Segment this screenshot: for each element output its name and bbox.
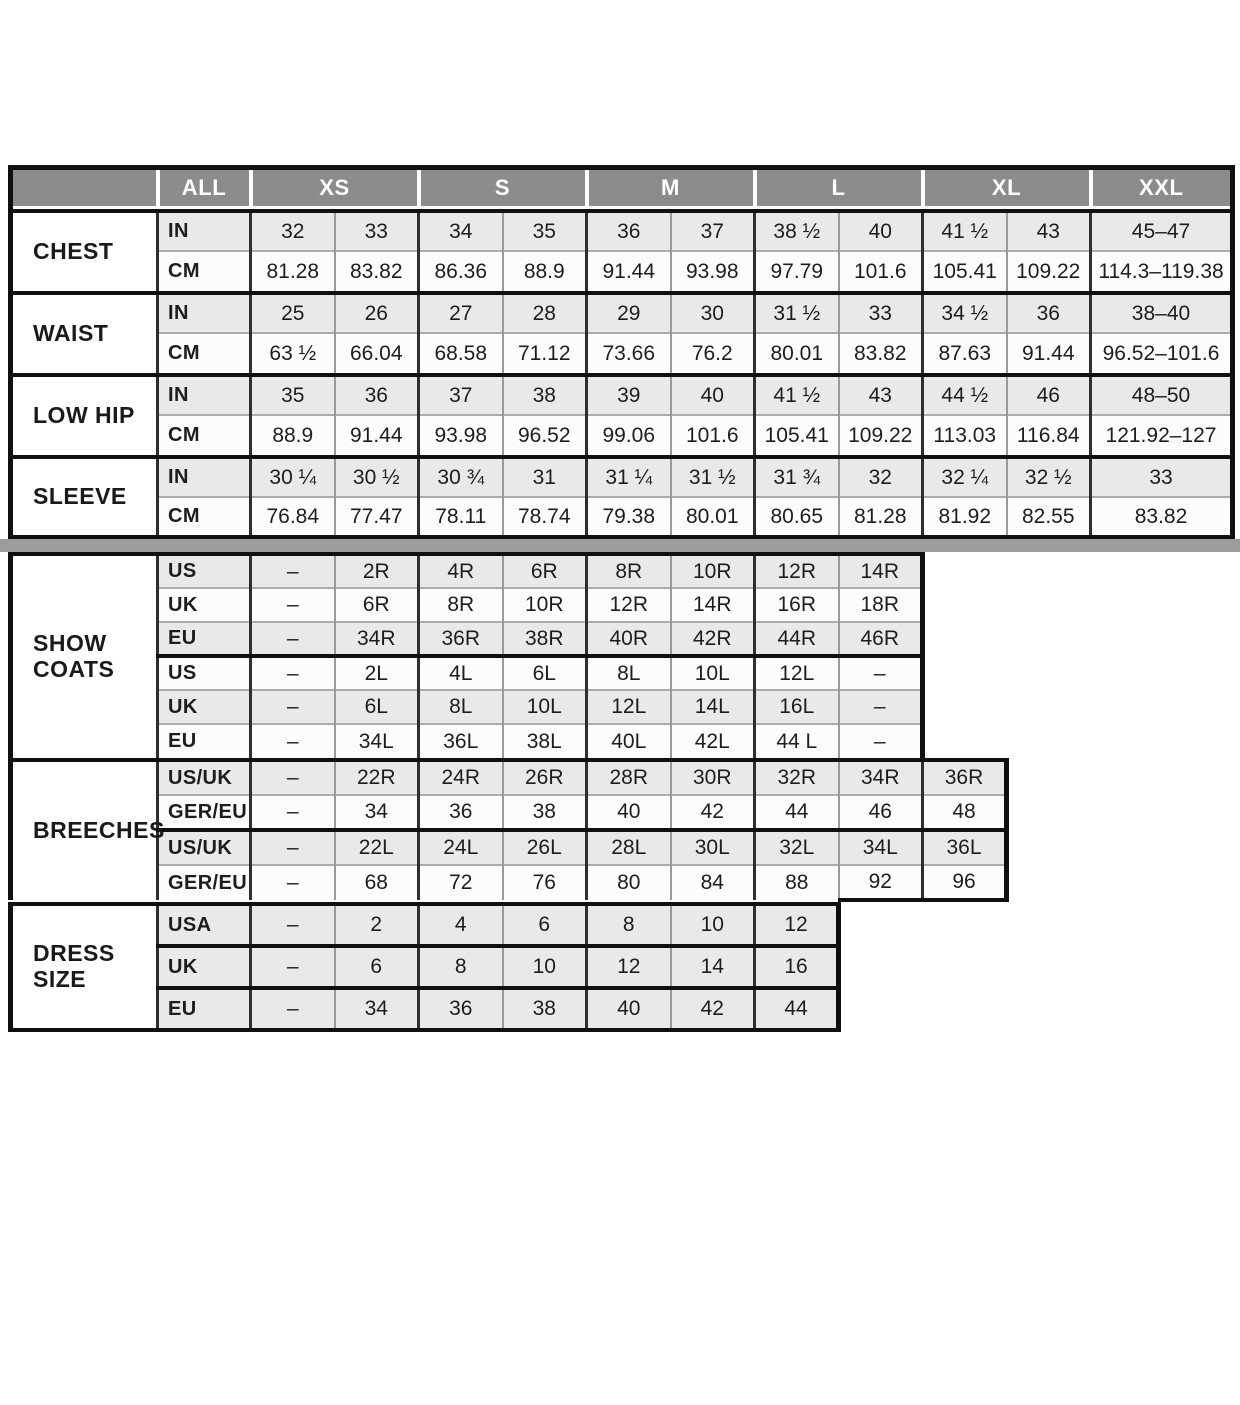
row-unit-label: UK [158,690,251,724]
value-cell: 30 ¼ [251,457,335,497]
value-cell: 38 [503,988,587,1030]
value-cell: 6 [335,946,419,988]
value-cell: 68 [335,865,419,900]
value-cell: 16 [755,946,839,988]
value-cell: 34R [335,622,419,656]
value-cell: 4L [419,656,503,690]
value-cell: 66.04 [335,333,419,373]
row-unit-label: EU [158,988,251,1030]
size-header-cell-m: M [587,168,755,208]
value-cell: 22R [335,760,419,795]
value-cell: 18R [839,588,923,622]
value-cell: 44 [755,988,839,1030]
section-low-hip [8,373,1235,455]
value-cell: 27 [419,293,503,333]
value-cell: 38 ½ [755,211,839,251]
value-cell: 31 [503,457,587,497]
row-unit-label: CM [158,497,251,537]
value-cell: 31 ¾ [755,457,839,497]
value-cell: 101.6 [839,251,923,291]
section-label-waist: WAIST [11,293,158,373]
row-unit-label: GER/EU [158,795,251,830]
row-unit-label: CM [158,251,251,291]
value-cell: 96 [923,865,1007,900]
value-cell: 2R [335,554,419,588]
value-cell: 81.28 [839,497,923,537]
section-label-show-coats: SHOW COATS [11,554,158,758]
value-cell: 10R [503,588,587,622]
value-cell: 14 [671,946,755,988]
value-cell: 6L [503,656,587,690]
row-unit-label: US [158,554,251,588]
value-cell: – [251,724,335,758]
value-cell: 73.66 [587,333,671,373]
value-cell: 32 ¼ [923,457,1007,497]
value-cell: 43 [1007,211,1091,251]
row-unit-label: EU [158,724,251,758]
value-cell: 46 [1007,375,1091,415]
value-cell: 8R [419,588,503,622]
value-cell: 10L [671,656,755,690]
value-cell: 83.82 [839,333,923,373]
value-cell: 87.63 [923,333,1007,373]
value-cell: 30 ¾ [419,457,503,497]
value-cell: 40 [671,375,755,415]
value-cell: 31 ½ [671,457,755,497]
value-cell: 32 [839,457,923,497]
row-unit-label: CM [158,415,251,455]
value-cell: 37 [419,375,503,415]
value-cell: 14R [671,588,755,622]
value-cell: 83.82 [1091,497,1233,537]
value-cell: 96.52 [503,415,587,455]
value-cell: 36R [419,622,503,656]
value-cell: 91.44 [1007,333,1091,373]
value-cell: 33 [839,293,923,333]
value-cell: 78.74 [503,497,587,537]
value-cell: – [251,554,335,588]
value-cell: 88.9 [503,251,587,291]
value-cell: 24L [419,830,503,865]
row-unit-label: USA [158,904,251,946]
value-cell: 16L [755,690,839,724]
value-cell: 8L [419,690,503,724]
value-cell: 92 [839,865,923,900]
row-unit-label: US/UK [158,830,251,865]
value-cell: 72 [419,865,503,900]
value-cell: 24R [419,760,503,795]
value-cell: 48–50 [1091,375,1233,415]
size-header-cell-l: L [755,168,923,208]
value-cell: 14L [671,690,755,724]
value-cell: – [251,622,335,656]
row-unit-label: US/UK [158,760,251,795]
value-cell: 6 [503,904,587,946]
value-cell: 22L [335,830,419,865]
value-cell: 12L [587,690,671,724]
section-label-low-hip: LOW HIP [11,375,158,455]
value-cell: 10 [503,946,587,988]
value-cell: 36 [1007,293,1091,333]
section-label-sleeve: SLEEVE [11,457,158,537]
value-cell: 36 [419,795,503,830]
value-cell: 101.6 [671,415,755,455]
value-cell: 99.06 [587,415,671,455]
value-cell: 46R [839,622,923,656]
value-cell: 71.12 [503,333,587,373]
value-cell: 82.55 [1007,497,1091,537]
value-cell: – [839,656,923,690]
value-cell: 63 ½ [251,333,335,373]
value-cell: 12R [587,588,671,622]
value-cell: 30 [671,293,755,333]
value-cell: 48 [923,795,1007,830]
value-cell: 34 [335,795,419,830]
value-cell: – [251,690,335,724]
value-cell: 6R [335,588,419,622]
value-cell: 35 [251,375,335,415]
size-header-row [8,165,1235,209]
value-cell: 25 [251,293,335,333]
value-cell: 80 [587,865,671,900]
value-cell: 8L [587,656,671,690]
value-cell: 91.44 [587,251,671,291]
value-cell: – [251,988,335,1030]
section-label-chest: CHEST [11,211,158,291]
value-cell: 10 [671,904,755,946]
value-cell: 34L [335,724,419,758]
row-unit-label: US [158,656,251,690]
value-cell: 38 [503,795,587,830]
section-label-dress-size: DRESS SIZE [11,904,158,1030]
section-sleeve [8,455,1235,539]
value-cell: 44R [755,622,839,656]
value-cell: – [251,588,335,622]
value-cell: 42 [671,795,755,830]
row-unit-label: IN [158,457,251,497]
value-cell: 114.3–119.38 [1091,251,1233,291]
value-cell: 45–47 [1091,211,1233,251]
value-cell: 80.01 [755,333,839,373]
value-cell: 10R [671,554,755,588]
value-cell: 36 [335,375,419,415]
value-cell: 34 [335,988,419,1030]
value-cell: 44 L [755,724,839,758]
value-cell: – [251,760,335,795]
value-cell: 43 [839,375,923,415]
value-cell: 8 [587,904,671,946]
value-cell: 78.11 [419,497,503,537]
value-cell: 36L [419,724,503,758]
value-cell: 28R [587,760,671,795]
value-cell: 12 [755,904,839,946]
value-cell: 10L [503,690,587,724]
value-cell: – [251,830,335,865]
value-cell: 35 [503,211,587,251]
value-cell: 40 [587,988,671,1030]
value-cell: 42 [671,988,755,1030]
value-cell: 38R [503,622,587,656]
value-cell: 36 [419,988,503,1030]
value-cell: 84 [671,865,755,900]
value-cell: 32 [251,211,335,251]
value-cell: 38 [503,375,587,415]
section-separator [0,539,1240,552]
value-cell: 32R [755,760,839,795]
value-cell: 34L [839,830,923,865]
value-cell: 36 [587,211,671,251]
value-cell: – [251,795,335,830]
value-cell: 26 [335,293,419,333]
value-cell: 80.65 [755,497,839,537]
section-waist [8,291,1235,373]
value-cell: 2 [335,904,419,946]
value-cell: 38–40 [1091,293,1233,333]
row-unit-label: GER/EU [158,865,251,900]
value-cell: 41 ½ [755,375,839,415]
value-cell: – [839,724,923,758]
size-header-cell-empty [11,168,158,208]
size-header-cell-s: S [419,168,587,208]
value-cell: 76.2 [671,333,755,373]
value-cell: 44 ½ [923,375,1007,415]
row-unit-label: IN [158,375,251,415]
value-cell: 12 [587,946,671,988]
value-cell: 97.79 [755,251,839,291]
value-cell: – [251,946,335,988]
size-header-cell-all: ALL [158,168,251,208]
row-unit-label: IN [158,293,251,333]
value-cell: 28L [587,830,671,865]
size-header-cell-xs: XS [251,168,419,208]
value-cell: 12R [755,554,839,588]
value-cell: 93.98 [419,415,503,455]
value-cell: 42R [671,622,755,656]
value-cell: 4R [419,554,503,588]
value-cell: 77.47 [335,497,419,537]
value-cell: 8R [587,554,671,588]
value-cell: 40L [587,724,671,758]
value-cell: 105.41 [923,251,1007,291]
value-cell: 34R [839,760,923,795]
value-cell: – [251,865,335,900]
value-cell: 40 [839,211,923,251]
size-chart [8,165,1230,1032]
value-cell: 109.22 [1007,251,1091,291]
value-cell: – [839,690,923,724]
section-chest [8,209,1235,291]
section-breeches [8,758,1234,902]
row-unit-label: UK [158,588,251,622]
value-cell: 33 [1091,457,1233,497]
value-cell: 93.98 [671,251,755,291]
value-cell: 34 [419,211,503,251]
value-cell: 26L [503,830,587,865]
value-cell: 6R [503,554,587,588]
row-unit-label: IN [158,211,251,251]
value-cell: 26R [503,760,587,795]
value-cell: 30R [671,760,755,795]
value-cell: 79.38 [587,497,671,537]
value-cell: 31 ¼ [587,457,671,497]
value-cell: 113.03 [923,415,1007,455]
value-cell: 38L [503,724,587,758]
value-cell: 109.22 [839,415,923,455]
value-cell: 68.58 [419,333,503,373]
value-cell: 46 [839,795,923,830]
value-cell: 32L [755,830,839,865]
size-header-cell-xxl: XXL [1091,168,1233,208]
section-show-coats [8,552,1234,758]
value-cell: 12L [755,656,839,690]
value-cell: 80.01 [671,497,755,537]
value-cell: 36R [923,760,1007,795]
value-cell: 96.52–101.6 [1091,333,1233,373]
value-cell: 81.28 [251,251,335,291]
value-cell: 4 [419,904,503,946]
value-cell: 16R [755,588,839,622]
value-cell: 36L [923,830,1007,865]
value-cell: 91.44 [335,415,419,455]
row-unit-label: EU [158,622,251,656]
value-cell: 76 [503,865,587,900]
value-cell: 28 [503,293,587,333]
value-cell: 30L [671,830,755,865]
value-cell: 83.82 [335,251,419,291]
value-cell: 40 [587,795,671,830]
value-cell: 88.9 [251,415,335,455]
value-cell: 33 [335,211,419,251]
value-cell: 42L [671,724,755,758]
value-cell: 34 ½ [923,293,1007,333]
row-unit-label: UK [158,946,251,988]
value-cell: 81.92 [923,497,1007,537]
value-cell: 8 [419,946,503,988]
value-cell: 31 ½ [755,293,839,333]
value-cell: 40R [587,622,671,656]
value-cell: 14R [839,554,923,588]
value-cell: 29 [587,293,671,333]
value-cell: 88 [755,865,839,900]
section-label-breeches: BREECHES [11,760,158,900]
size-header-cell-xl: XL [923,168,1091,208]
value-cell: 41 ½ [923,211,1007,251]
value-cell: 116.84 [1007,415,1091,455]
value-cell: 39 [587,375,671,415]
size-chart-page [8,165,1230,1032]
value-cell: 6L [335,690,419,724]
value-cell: 86.36 [419,251,503,291]
section-dress-size [8,902,1234,1032]
value-cell: 30 ½ [335,457,419,497]
value-cell: – [251,904,335,946]
value-cell: 44 [755,795,839,830]
value-cell: 121.92–127 [1091,415,1233,455]
value-cell: 76.84 [251,497,335,537]
value-cell: 2L [335,656,419,690]
row-unit-label: CM [158,333,251,373]
value-cell: 32 ½ [1007,457,1091,497]
value-cell: 105.41 [755,415,839,455]
value-cell: 37 [671,211,755,251]
value-cell: – [251,656,335,690]
